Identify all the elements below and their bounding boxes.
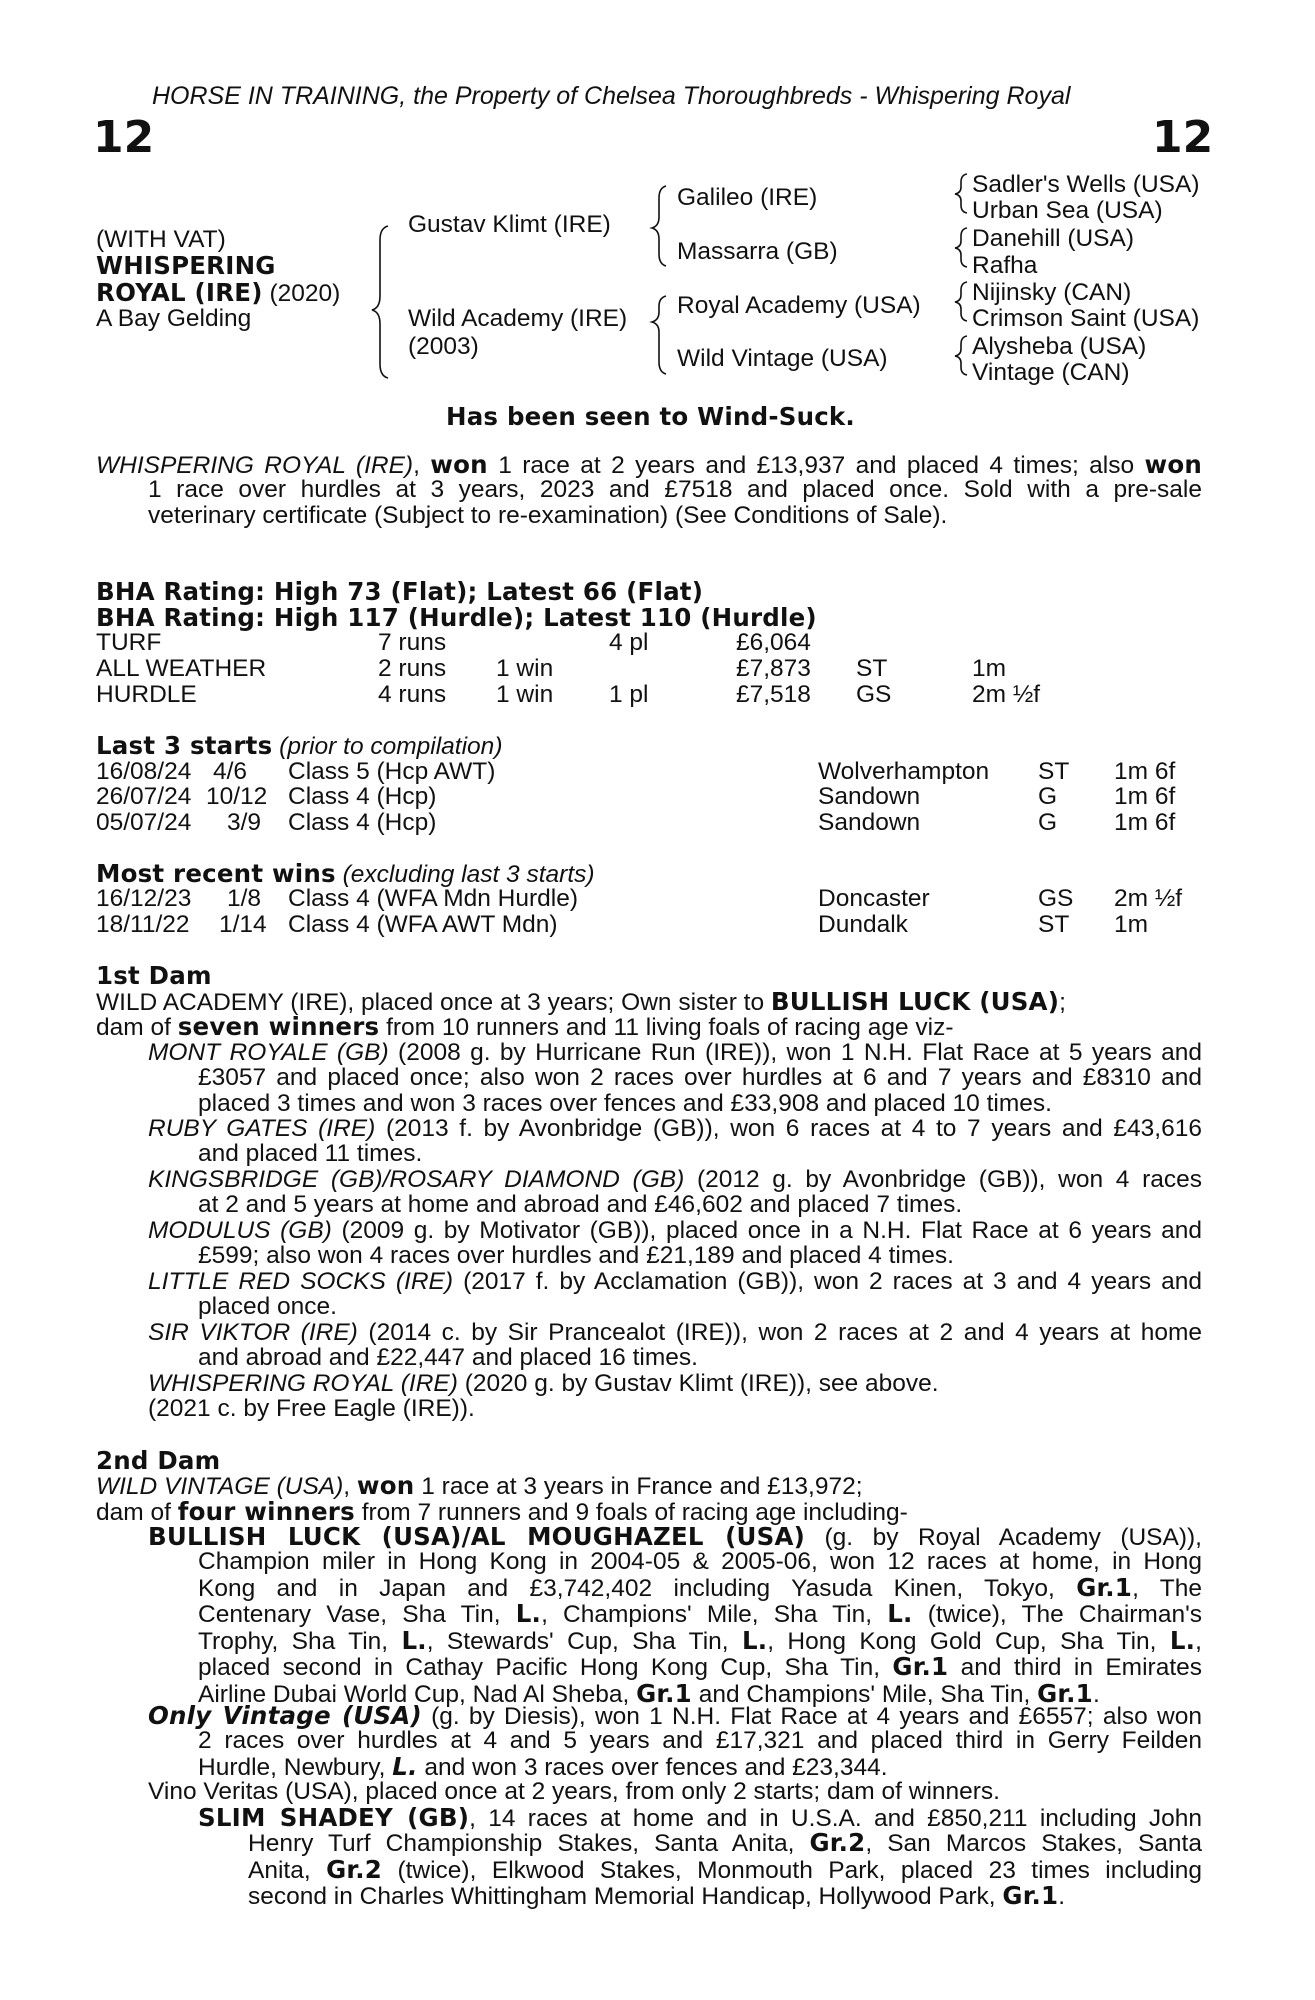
pedigree-sire: Gustav Klimt (IRE) (408, 211, 611, 238)
race-distance: 1m 6f (1114, 783, 1176, 810)
progeny-bullish-luck-cont (198, 1549, 1202, 1707)
pedigree-g2: Urban Sea (USA) (972, 197, 1163, 224)
race-distance: 1m (1114, 911, 1149, 938)
race-going: G (1038, 783, 1058, 810)
sire-brace (652, 186, 666, 266)
race-course: Sandown (818, 783, 921, 810)
race-course: Sandown (818, 809, 921, 836)
race-course: Dundalk (818, 911, 908, 938)
race-course: Doncaster (818, 885, 930, 912)
first-dam-intro: WILD ACADEMY (IRE), placed once at 3 years; Own sister to (96, 989, 765, 1016)
progeny-line (148, 1167, 1202, 1193)
progeny-text: (2017 f. by Acclamation (GB)), won 2 races at 3 and 4 years and (463, 1268, 1202, 1295)
summary-horse-name: WHISPERING ROYAL (IRE) (96, 452, 414, 479)
horse-year: (2020) (269, 280, 341, 307)
progeny-text: Henry Turf Championship Stakes, Santa Anita, (248, 1830, 795, 1857)
progeny-text: Centenary Vase, Sha Tin, (198, 1601, 501, 1628)
first-dam-winners: seven winners (177, 1012, 380, 1041)
progeny-mont-royale (148, 1040, 1202, 1066)
stats-surface: TURF (96, 629, 162, 656)
progeny-whispering-royal (148, 1371, 939, 1397)
stats-going: GS (856, 681, 892, 708)
progeny-kingsbridge-cont (198, 1192, 1202, 1218)
progeny-line (248, 1830, 1202, 1857)
progeny-name: BULLISH LUCK (USA)/AL MOUGHAZEL (USA) (148, 1522, 805, 1551)
progeny-name: MODULUS (GB) (148, 1217, 332, 1244)
progeny-line (148, 1524, 1202, 1551)
stats-money: £7,873 (736, 655, 811, 682)
progeny-text: , San Marcos Stakes, Santa (865, 1830, 1202, 1857)
progeny-line: 2 races over hurdles at 4 and 5 years and £17,321 and placed third in Gerry Feilden (198, 1727, 1202, 1754)
stats-money: £6,064 (736, 629, 811, 656)
summary-won: won (430, 450, 488, 479)
progeny-line: placed once. (198, 1293, 337, 1320)
progeny-line (198, 1654, 1202, 1681)
progeny-kingsbridge (148, 1167, 1202, 1193)
progeny-text: Trophy, Sha Tin, (198, 1627, 389, 1655)
progeny-name: WHISPERING ROYAL (IRE) (148, 1370, 458, 1397)
pedigree-g8: Vintage (CAN) (972, 359, 1130, 386)
progeny-name: SIR VIKTOR (IRE) (148, 1319, 358, 1346)
wind-suck-notice: Has been seen to Wind-Suck. (446, 402, 855, 431)
horse-name-part2: ROYAL (IRE) (96, 278, 263, 307)
summary-line-1 (96, 452, 1202, 479)
first-dam-damof: dam of (96, 1014, 171, 1041)
race-date: 05/07/24 (96, 809, 192, 836)
pedigree-dam: Wild Academy (IRE) (408, 305, 628, 332)
stats-dist: 2m ½f (972, 681, 1041, 708)
progeny-name: SLIM SHADEY (GB) (198, 1803, 470, 1832)
horse-name-line1: WHISPERING (96, 251, 276, 280)
progeny-text: , Champions' Mile, Sha Tin, (541, 1601, 873, 1628)
progeny-text: placed second in Cathay Pacific Hong Kong Cup, Sha Tin, (198, 1654, 881, 1681)
group-badge: Gr.1 (1002, 1881, 1059, 1910)
race-date: 18/11/22 (96, 911, 190, 938)
progeny-bullish-luck (148, 1524, 1202, 1551)
pedigree-dam-sire: Royal Academy (USA) (677, 292, 921, 319)
second-dam-won: won (356, 1471, 415, 1500)
race-class: Class 4 (Hcp) (288, 783, 437, 810)
second-dam-line1 (96, 1473, 863, 1500)
progeny-modulus (148, 1218, 1202, 1244)
race-position: 10/12 (206, 783, 268, 810)
pedigree-g5: Nijinsky (CAN) (972, 279, 1132, 306)
stats-placed: 1 pl (609, 681, 649, 708)
g1-brace (955, 174, 967, 213)
progeny-line (248, 1854, 1203, 1884)
progeny-line: and abroad and £22,447 and placed 16 times. (198, 1344, 698, 1371)
g4-brace (955, 336, 967, 375)
progeny-text: , (1195, 1627, 1202, 1655)
stats-dist: 1m (972, 655, 1007, 682)
stats-runs: 4 runs (378, 681, 447, 708)
progeny-vino-veritas: Vino Veritas (USA), placed once at 2 years, from only 2 starts; dam of winners. (148, 1778, 1000, 1805)
race-class: Class 5 (Hcp AWT) (288, 758, 496, 785)
race-class: Class 4 (WFA AWT Mdn) (288, 911, 558, 938)
progeny-name: KINGSBRIDGE (GB)/ROSARY DIAMOND (GB) (148, 1166, 685, 1193)
progeny-little-red-socks-cont (198, 1294, 1202, 1320)
race-going: G (1038, 809, 1058, 836)
race-position: 3/9 (227, 809, 262, 836)
race-going: GS (1038, 885, 1074, 912)
progeny-text: (twice), The Chairman's (927, 1601, 1203, 1628)
progeny-line (198, 1572, 1202, 1602)
second-dam-runners: from 7 runners and 9 foals of racing age including- (361, 1499, 908, 1526)
progeny-text: Anita, (248, 1856, 311, 1884)
last3-heading (96, 733, 502, 760)
vat-label: (WITH VAT) (96, 226, 226, 253)
second-dam-name: WILD VINTAGE (USA) (96, 1473, 344, 1500)
progeny-line (198, 1751, 1202, 1781)
progeny-line (198, 1805, 1202, 1832)
progeny-text: , Hong Kong Gold Cup, Sha Tin, (767, 1627, 1157, 1655)
stats-wins: 1 win (496, 681, 554, 708)
progeny-line (148, 1218, 1202, 1244)
progeny-text: (2013 f. by Avonbridge (GB)), won 6 races at 4 to 7 years and £43,616 (385, 1115, 1202, 1142)
progeny-line (148, 1116, 1202, 1142)
pedigree-dam-year: (2003) (408, 333, 479, 360)
second-dam-comma: , (343, 1473, 351, 1500)
g2-brace (955, 228, 967, 267)
summary-comma: , (413, 452, 420, 479)
progeny-text: (2009 g. by Motivator (GB)), placed once in a N.H. Flat Race at 6 years and (341, 1217, 1202, 1244)
progeny-text: (2020 g. by Gustav Klimt (IRE)), see above. (464, 1370, 939, 1397)
progeny-text: Airline Dubai World Cup, Nad Al Sheba, (198, 1680, 630, 1708)
progeny-modulus-cont (198, 1243, 1202, 1269)
progeny-line: £599; also won 4 races over hurdles and £21,189 and placed 4 times. (198, 1242, 954, 1269)
stats-surface: ALL WEATHER (96, 655, 267, 682)
progeny-text: (2012 g. by Avonbridge (GB)), won 4 races (696, 1166, 1203, 1193)
progeny-line: at 2 and 5 years at home and abroad and £46,602 and placed 7 times. (198, 1191, 963, 1218)
pedigree-dam-dam: Wild Vintage (USA) (677, 345, 888, 372)
recent-wins-heading (96, 861, 595, 888)
stats-surface: HURDLE (96, 681, 197, 708)
progeny-line (248, 1883, 1202, 1910)
group-badge: Gr.1 (1076, 1572, 1133, 1602)
race-distance: 1m 6f (1114, 809, 1176, 836)
race-position: 1/8 (227, 885, 262, 912)
progeny-line (148, 1040, 1202, 1066)
progeny-text: (twice), Elkwood Stakes, Monmouth Park, placed 23 times including (397, 1856, 1203, 1884)
progeny-text: Hurdle, Newbury, (198, 1753, 386, 1781)
progeny-text: (2014 c. by Sir Prancealot (IRE)), won 2 races at 2 and 4 years at home (368, 1319, 1202, 1346)
lot-number-left: 12 (93, 112, 155, 163)
race-class: Class 4 (Hcp) (288, 809, 437, 836)
progeny-name: MONT ROYALE (GB) (148, 1039, 389, 1066)
summary-indent (148, 477, 1202, 528)
progeny-line: £3057 and placed once; also won 2 races over hurdles at 6 and 7 years and £8310 and (198, 1064, 1202, 1091)
progeny-2021-colt: (2021 c. by Free Eagle (IRE)). (148, 1395, 475, 1422)
summary-line-3: veterinary certificate (Subject to re-examination) (See Conditions of Sale). (148, 501, 948, 529)
progeny-little-red-socks (148, 1269, 1202, 1295)
progeny-text: , 14 races at home and in U.S.A. and £850,211 including John (469, 1805, 1202, 1832)
progeny-text: (2008 g. by Hurricane Run (IRE)), won 1 N.H. Flat Race at 5 years and (398, 1039, 1202, 1066)
group-badge: Gr.1 (892, 1652, 949, 1681)
group-badge: Gr.2 (326, 1854, 382, 1884)
main-brace (372, 226, 388, 378)
listed-badge: L. (1169, 1625, 1196, 1655)
progeny-line: Champion miler in Hong Kong in 2004-05 & 2005-06, won 12 races at home, in Hong (198, 1548, 1202, 1575)
stats-runs: 7 runs (378, 629, 447, 656)
progeny-line: placed 3 times and won 3 races over fences and £33,908 and placed 10 times. (198, 1089, 1052, 1117)
race-date: 26/07/24 (96, 783, 192, 810)
dam-brace (652, 296, 666, 374)
progeny-only-vintage (148, 1703, 1202, 1730)
bha-rating-hurdle: BHA Rating: High 117 (Hurdle); Latest 110 (Hurdle) (96, 603, 817, 632)
recent-wins-title: Most recent wins (96, 859, 336, 888)
horse-description: A Bay Gelding (96, 305, 252, 332)
first-dam-line2 (96, 1014, 954, 1041)
first-dam-runners: from 10 runners and 11 living foals of racing age viz- (386, 1014, 954, 1041)
progeny-text: (g. by Royal Academy (USA)), (824, 1524, 1202, 1551)
progeny-name: LITTLE RED SOCKS (IRE) (148, 1268, 454, 1295)
progeny-line: and placed 11 times. (198, 1140, 423, 1167)
listed-badge: L. (887, 1599, 913, 1628)
pedigree-g7: Alysheba (USA) (972, 333, 1147, 360)
progeny-mont-royale-cont (198, 1065, 1202, 1116)
race-distance: 1m 6f (1114, 758, 1176, 785)
last3-note: (prior to compilation) (279, 733, 503, 760)
lot-number-right: 12 (1152, 112, 1214, 163)
stats-wins: 1 win (496, 655, 554, 682)
first-dam-heading: 1st Dam (96, 961, 212, 990)
progeny-line (148, 1320, 1202, 1346)
pedigree-g1: Sadler's Wells (USA) (972, 171, 1200, 198)
pedigree-sire-sire: Galileo (IRE) (677, 184, 818, 211)
second-dam-rest: 1 race at 3 years in France and £13,972; (421, 1473, 863, 1500)
recent-wins-note: (excluding last 3 starts) (342, 861, 595, 888)
progeny-ruby-gates-cont (198, 1141, 1202, 1167)
summary-line-2: 1 race over hurdles at 3 years, 2023 and £7518 and placed once. Sold with a pre-sale (148, 476, 1202, 503)
pedigree-g3: Danehill (USA) (972, 225, 1135, 252)
second-dam-heading: 2nd Dam (96, 1446, 221, 1475)
progeny-slim-shadey-cont (248, 1830, 1202, 1910)
progeny-line (198, 1601, 1202, 1628)
progeny-line (148, 1703, 1202, 1730)
listed-badge: L. (401, 1625, 427, 1655)
group-badge: Gr.1 (636, 1678, 692, 1708)
progeny-name: RUBY GATES (IRE) (148, 1115, 376, 1142)
stats-money: £7,518 (736, 681, 811, 708)
progeny-line (198, 1625, 1202, 1655)
listed-badge: L. (515, 1599, 542, 1628)
bha-rating-flat: BHA Rating: High 73 (Flat); Latest 66 (Flat) (96, 577, 704, 606)
listed-badge: L. (741, 1625, 768, 1655)
stats-placed: 4 pl (609, 629, 649, 656)
progeny-text: . (1058, 1883, 1066, 1910)
race-going: ST (1038, 911, 1070, 938)
summary-paragraph (96, 452, 1202, 479)
progeny-text: , The (1132, 1574, 1202, 1602)
progeny-text: and won 3 races over fences and £23,344. (424, 1753, 888, 1781)
second-dam-damof: dam of (96, 1499, 171, 1526)
g3-brace (955, 282, 967, 321)
page-title: HORSE IN TRAINING, the Property of Chelsea Thoroughbreds - Whispering Royal (152, 82, 1071, 110)
second-dam-winners: four winners (177, 1497, 355, 1526)
last3-title: Last 3 starts (96, 731, 273, 760)
progeny-ruby-gates (148, 1116, 1202, 1142)
listed-badge: L. (392, 1751, 418, 1781)
pedigree-g6: Crimson Saint (USA) (972, 305, 1200, 332)
progeny-sir-viktor-cont (198, 1345, 1202, 1371)
race-position: 1/14 (219, 911, 267, 938)
progeny-line (148, 1269, 1202, 1295)
progeny-only-vintage-cont (198, 1728, 1202, 1780)
progeny-text: Kong and in Japan and £3,742,402 including Yasuda Kinen, Tokyo, (198, 1574, 1055, 1602)
race-going: ST (1038, 758, 1070, 785)
first-dam-semicolon: ; (1059, 989, 1066, 1016)
pedigree-sire-dam: Massarra (GB) (677, 238, 838, 265)
progeny-text: and Champions' Mile, Sha Tin, (698, 1680, 1031, 1708)
first-dam-sister: BULLISH LUCK (USA) (770, 987, 1060, 1016)
race-date: 16/08/24 (96, 758, 192, 785)
race-class: Class 4 (WFA Mdn Hurdle) (288, 885, 578, 912)
pedigree-g4: Rafha (972, 252, 1038, 279)
race-distance: 2m ½f (1114, 885, 1183, 912)
race-date: 16/12/23 (96, 885, 192, 912)
progeny-slim-shadey (198, 1805, 1202, 1832)
summary-won-2: won (1144, 450, 1203, 479)
summary-rest: 1 race at 2 years and £13,937 and placed 4 times; also (498, 452, 1135, 479)
progeny-text: , Stewards' Cup, Sha Tin, (426, 1627, 729, 1655)
progeny-name: Only Vintage (USA) (148, 1701, 422, 1730)
progeny-text: and third in Emirates (960, 1654, 1202, 1681)
race-course: Wolverhampton (818, 758, 990, 785)
stats-runs: 2 runs (378, 655, 447, 682)
progeny-text: (g. by Diesis), won 1 N.H. Flat Race at 4 years and £6557; also won (431, 1703, 1202, 1730)
progeny-sir-viktor (148, 1320, 1202, 1346)
progeny-text: . (1092, 1680, 1100, 1708)
group-badge: Gr.2 (809, 1828, 866, 1857)
group-badge: Gr.1 (1037, 1678, 1093, 1708)
progeny-text: second in Charles Whittingham Memorial Handicap, Hollywood Park, (248, 1883, 996, 1910)
stats-going: ST (856, 655, 888, 682)
race-position: 4/6 (213, 758, 248, 785)
